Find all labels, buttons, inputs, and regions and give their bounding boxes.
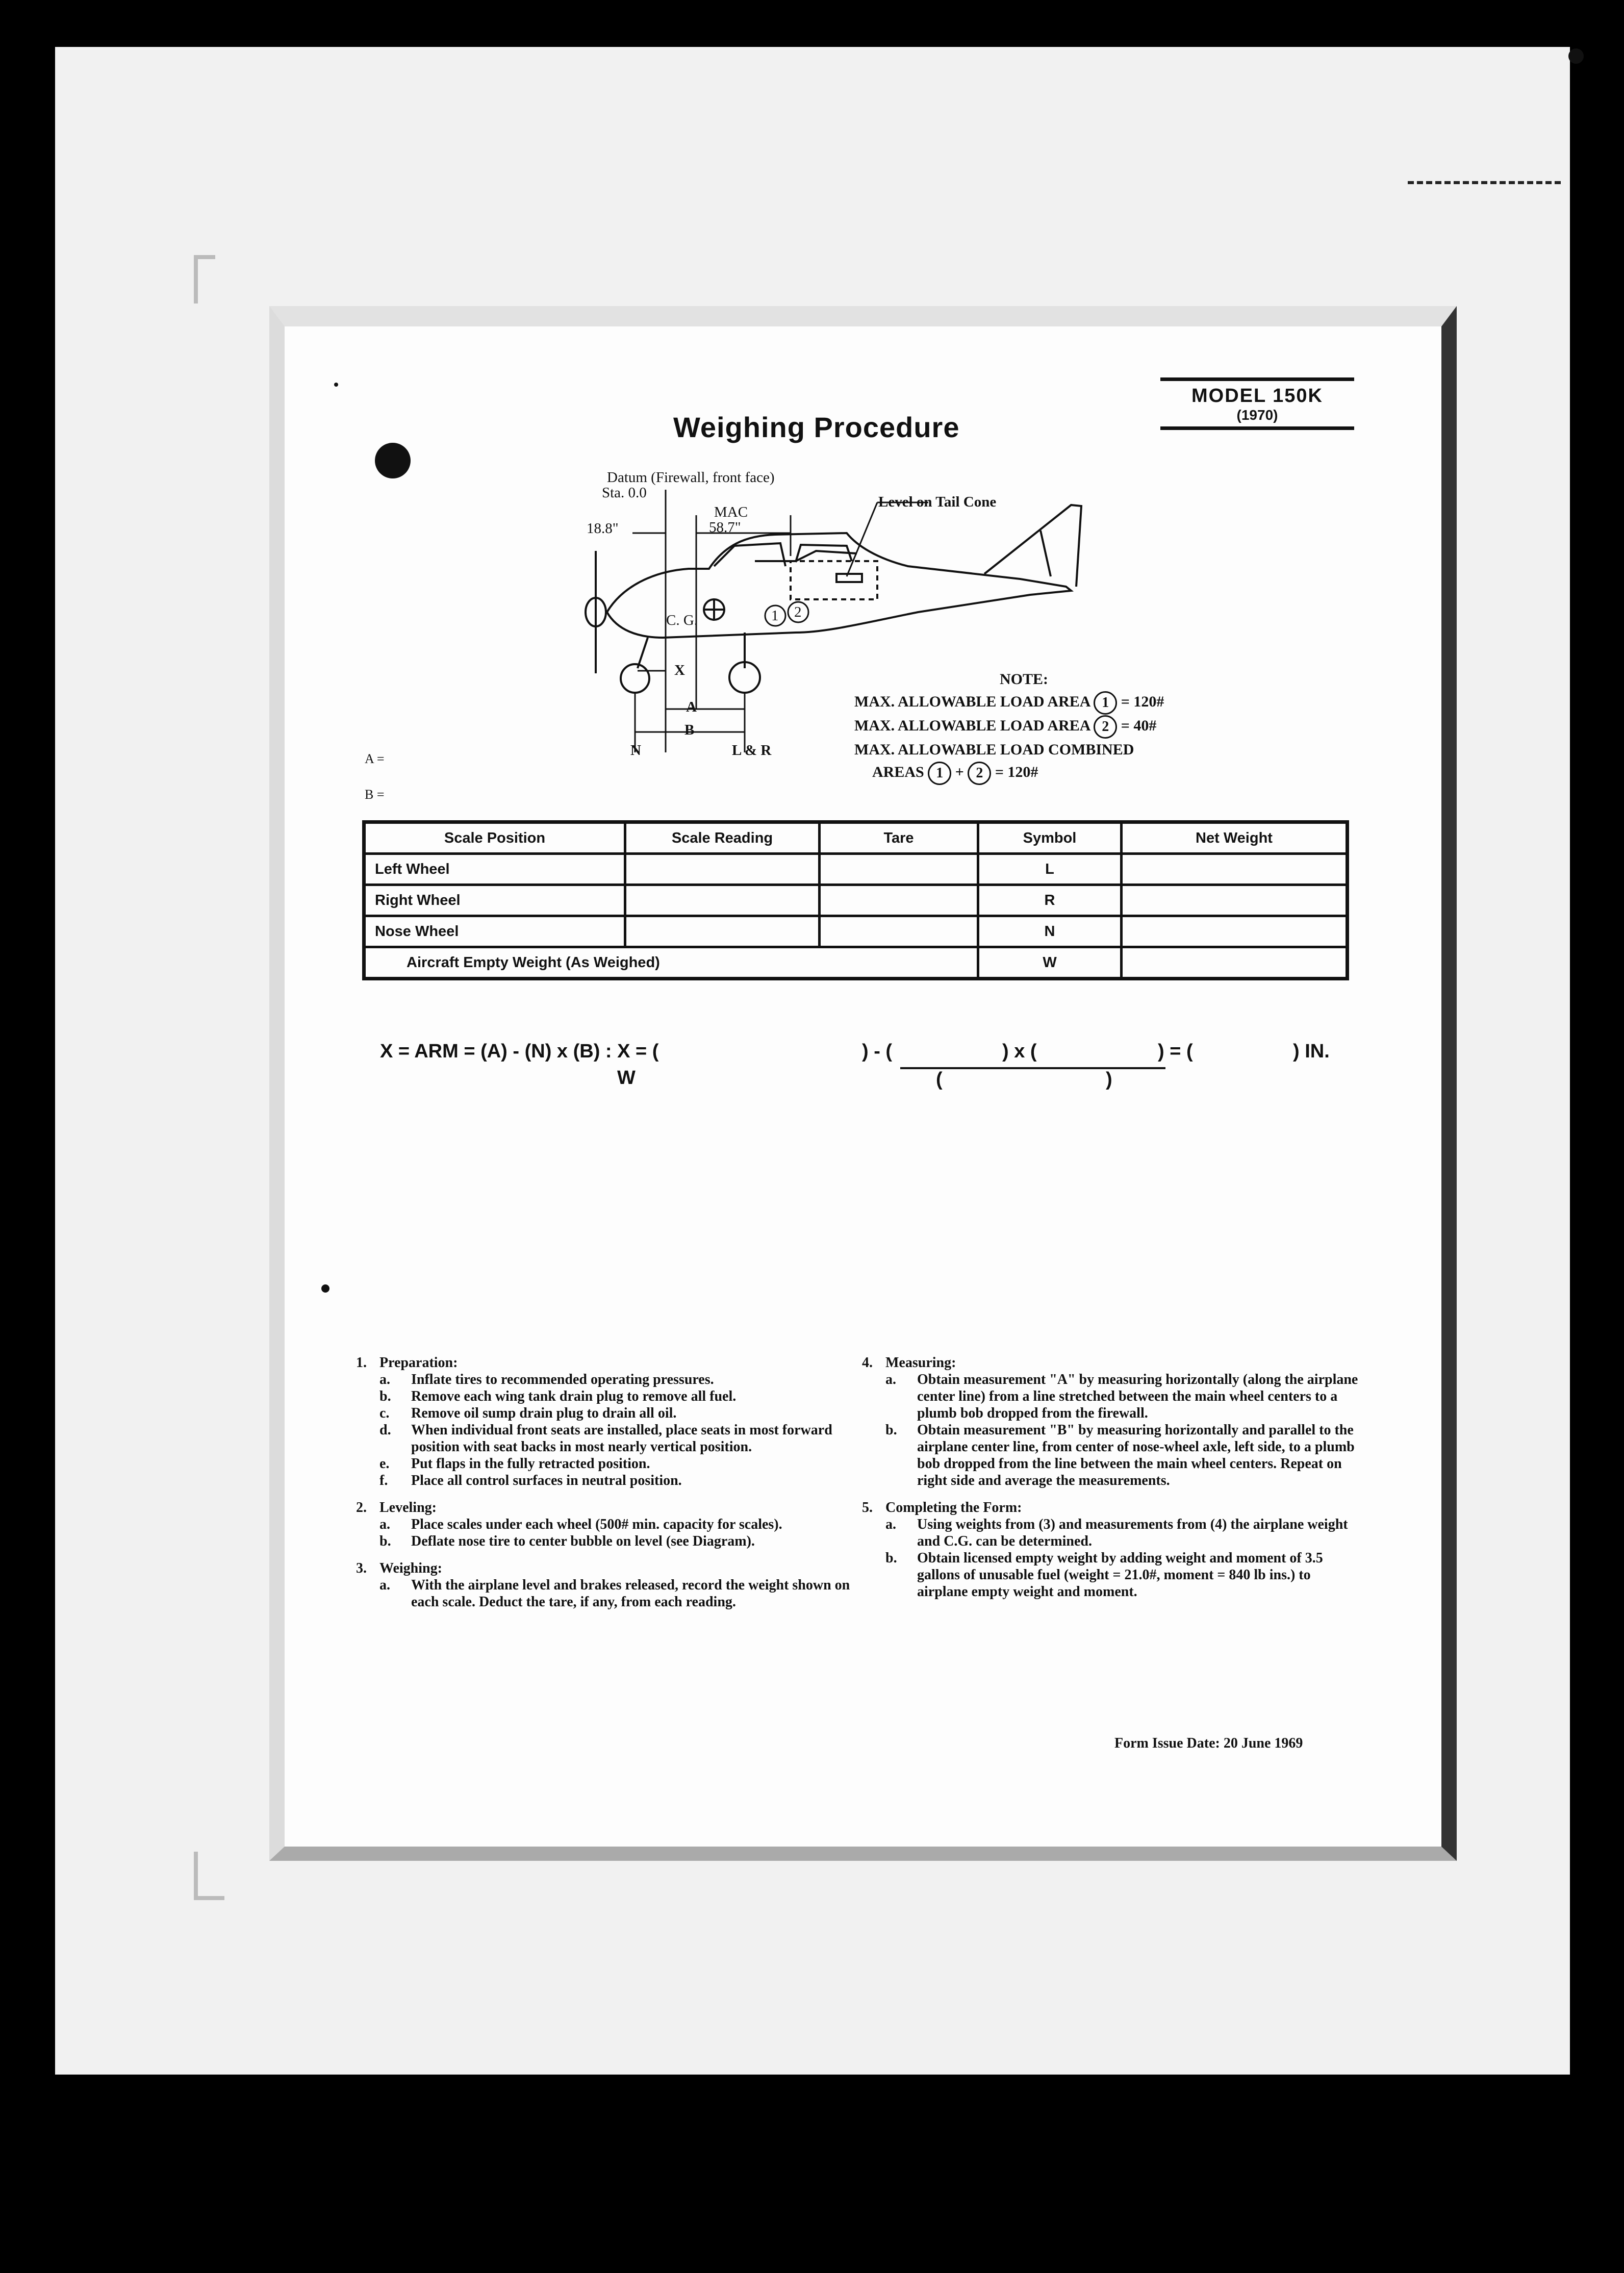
item-text: Place all control surfaces in neutral position. xyxy=(411,1473,682,1488)
item-text: Place scales under each wheel (500# min. capacity for scales). xyxy=(411,1517,782,1532)
scale-reading-cell[interactable] xyxy=(625,885,820,916)
formula-end: ) IN. xyxy=(1293,1041,1330,1062)
instruction-section xyxy=(862,1499,1362,1600)
instruction-item xyxy=(356,1577,861,1610)
bracket-mark xyxy=(194,1896,224,1900)
formula-den-close: ) xyxy=(1106,1069,1112,1090)
net-weight-cell[interactable] xyxy=(1122,854,1348,885)
instruction-item xyxy=(356,1371,861,1388)
dim-188-label: 18.8" xyxy=(587,520,619,537)
item-text: Obtain measurement "B" by measuring horizontally and parallel to the airplane center line, from center of nose-wheel axle, left side, to a plumb bob dropped from the line between the main wheel centers. Repeat on right side and average the measurements. xyxy=(917,1422,1355,1488)
net-weight-cell[interactable] xyxy=(1122,916,1348,947)
datum-label: Datum (Firewall, front face) xyxy=(607,469,775,486)
punch-hole xyxy=(375,443,411,478)
instruction-item xyxy=(356,1405,861,1422)
header-tare: Tare xyxy=(820,822,978,854)
area-2-label: 2 xyxy=(794,604,802,620)
section-title: Completing the Form: xyxy=(885,1500,1022,1516)
section-heading xyxy=(356,1354,861,1371)
instruction-item xyxy=(356,1455,861,1472)
b-equals: B = xyxy=(365,787,385,802)
item-text: Obtain licensed empty weight by adding weight and moment of 3.5 gallons of unusable fuel (weight = 21.0#, moment = 840 lb ins.) to airplane empty weight and moment. xyxy=(917,1550,1323,1600)
scale-reading-cell[interactable] xyxy=(625,854,820,885)
section-number: 2. xyxy=(356,1500,367,1516)
arm-formula: X = ARM = (A) - (N) x (B) : X = ( xyxy=(380,1041,659,1062)
item-text: Put flaps in the fully retracted position. xyxy=(411,1456,650,1472)
symbol-cell: W xyxy=(978,947,1122,979)
formula-p2: ) x ( xyxy=(1002,1041,1037,1062)
section-heading xyxy=(356,1499,861,1516)
item-text: When individual front seats are installed, place seats in most forward position with seat backs in most nearly vertical position. xyxy=(411,1422,832,1455)
wing xyxy=(755,551,857,561)
b-label: B xyxy=(684,722,695,738)
station-label: Sta. 0.0 xyxy=(602,485,647,501)
section-title: Preparation: xyxy=(379,1355,458,1371)
tare-cell[interactable] xyxy=(820,885,978,916)
instruction-item xyxy=(862,1516,1362,1550)
note-heading: NOTE: xyxy=(1000,671,1049,688)
item-letter: f. xyxy=(379,1473,388,1488)
table-row xyxy=(364,916,1348,947)
table-row xyxy=(364,885,1348,916)
nose-wheel xyxy=(621,664,649,693)
bracket-mark xyxy=(194,1852,198,1900)
item-letter: d. xyxy=(379,1422,391,1438)
tare-cell[interactable] xyxy=(820,854,978,885)
model-name: MODEL 150K xyxy=(1191,385,1323,407)
item-letter: b. xyxy=(885,1422,897,1438)
position-cell: Nose Wheel xyxy=(364,916,625,947)
table-row xyxy=(364,947,1348,979)
position-cell: Aircraft Empty Weight (As Weighed) xyxy=(364,947,978,979)
mac-label: MAC xyxy=(714,504,748,520)
dashed-line xyxy=(1408,181,1561,184)
item-text: Inflate tires to recommended operating pressures. xyxy=(411,1372,714,1387)
instruction-item xyxy=(356,1533,861,1550)
instruction-item xyxy=(356,1472,861,1489)
table-row xyxy=(364,854,1348,885)
instruction-item xyxy=(862,1550,1362,1600)
form-issue-date: Form Issue Date: 20 June 1969 xyxy=(1114,1735,1303,1751)
section-number: 3. xyxy=(356,1560,367,1576)
speck xyxy=(334,383,338,387)
symbol-cell: N xyxy=(978,916,1122,947)
x-label: X xyxy=(674,662,685,678)
instruction-section xyxy=(356,1560,861,1610)
note-line-3: MAX. ALLOWABLE LOAD COMBINED xyxy=(854,741,1134,759)
instruction-section xyxy=(356,1354,861,1489)
wheel-n-label: N xyxy=(630,742,641,759)
item-letter: b. xyxy=(379,1533,391,1549)
section-title: Measuring: xyxy=(885,1355,956,1371)
load-note xyxy=(854,668,1164,785)
formula-den-open: ( xyxy=(936,1069,943,1090)
section-number: 1. xyxy=(356,1355,367,1371)
item-text: Using weights from (3) and measurements from (4) the airplane weight and C.G. can be determined. xyxy=(917,1517,1348,1549)
weight-table xyxy=(362,820,1349,980)
page-title: Weighing Procedure xyxy=(673,411,960,443)
table-header-row xyxy=(364,822,1348,854)
scale-reading-cell[interactable] xyxy=(625,916,820,947)
speck xyxy=(321,1284,329,1293)
wheel-lr-label: L & R xyxy=(732,742,772,759)
item-text: Remove oil sump drain plug to drain all oil. xyxy=(411,1405,677,1421)
formula-p1: ) - ( xyxy=(862,1041,893,1062)
instructions-right xyxy=(862,1354,1362,1610)
instruction-item xyxy=(356,1516,861,1533)
symbol-cell: L xyxy=(978,854,1122,885)
position-cell: Left Wheel xyxy=(364,854,625,885)
net-weight-cell[interactable] xyxy=(1122,947,1348,979)
header-scale-position: Scale Position xyxy=(364,822,625,854)
item-letter: a. xyxy=(379,1372,390,1387)
section-heading xyxy=(862,1354,1362,1371)
item-letter: a. xyxy=(885,1517,896,1532)
header-net-weight: Net Weight xyxy=(1122,822,1348,854)
section-number: 4. xyxy=(862,1355,873,1371)
model-box xyxy=(1160,377,1354,430)
header-scale-reading: Scale Reading xyxy=(625,822,820,854)
item-letter: a. xyxy=(379,1517,390,1532)
item-letter: b. xyxy=(885,1550,897,1566)
vertical-stabilizer xyxy=(984,505,1081,587)
item-text: With the airplane level and brakes released, record the weight shown on each scale. Deduct the tare, if any, from each reading. xyxy=(411,1577,850,1610)
symbol-cell: R xyxy=(978,885,1122,916)
instruction-item xyxy=(356,1388,861,1405)
section-heading xyxy=(862,1499,1362,1516)
mac-value-label: 58.7" xyxy=(709,519,741,536)
speck xyxy=(1568,48,1584,64)
item-letter: c. xyxy=(379,1405,390,1421)
instruction-item xyxy=(862,1422,1362,1489)
section-heading xyxy=(356,1560,861,1577)
formula-w: W xyxy=(617,1067,636,1089)
net-weight-cell[interactable] xyxy=(1122,885,1348,916)
bracket-mark xyxy=(194,255,198,304)
instruction-item xyxy=(356,1422,861,1455)
item-text: Remove each wing tank drain plug to remove all fuel. xyxy=(411,1388,737,1404)
model-year: (1970) xyxy=(1236,407,1278,423)
tare-cell[interactable] xyxy=(820,916,978,947)
area-1-label: 1 xyxy=(771,608,779,624)
position-cell: Right Wheel xyxy=(364,885,625,916)
a-label: A xyxy=(686,699,697,715)
header-symbol: Symbol xyxy=(978,822,1122,854)
cg-label: C. G. xyxy=(666,612,698,628)
bracket-mark xyxy=(194,255,215,259)
section-title: Weighing: xyxy=(379,1560,442,1576)
item-letter: b. xyxy=(379,1388,391,1404)
instruction-section xyxy=(862,1354,1362,1489)
item-text: Deflate nose tire to center bubble on level (see Diagram). xyxy=(411,1533,755,1549)
instructions-left xyxy=(356,1354,861,1621)
instruction-section xyxy=(356,1499,861,1550)
note-line-4: AREAS 1 + 2 = 120# xyxy=(854,761,1164,785)
section-title: Leveling: xyxy=(379,1500,437,1516)
item-letter: a. xyxy=(885,1372,896,1387)
baggage-area xyxy=(791,561,877,599)
item-letter: a. xyxy=(379,1577,390,1593)
note-line-1: MAX. ALLOWABLE LOAD AREA 1 = 120# xyxy=(854,691,1164,715)
item-text: Obtain measurement "A" by measuring horizontally (along the airplane center line) from a line stretched between the main wheel centers to a plumb bob dropped from the firewall. xyxy=(917,1372,1358,1421)
level-label: Level on Tail Cone xyxy=(878,494,997,510)
item-letter: e. xyxy=(379,1456,390,1472)
a-equals: A = xyxy=(365,751,385,766)
section-number: 5. xyxy=(862,1500,873,1516)
note-line-2: MAX. ALLOWABLE LOAD AREA 2 = 40# xyxy=(854,715,1164,739)
formula-p3: ) = ( xyxy=(1158,1041,1193,1062)
instruction-item xyxy=(862,1371,1362,1422)
